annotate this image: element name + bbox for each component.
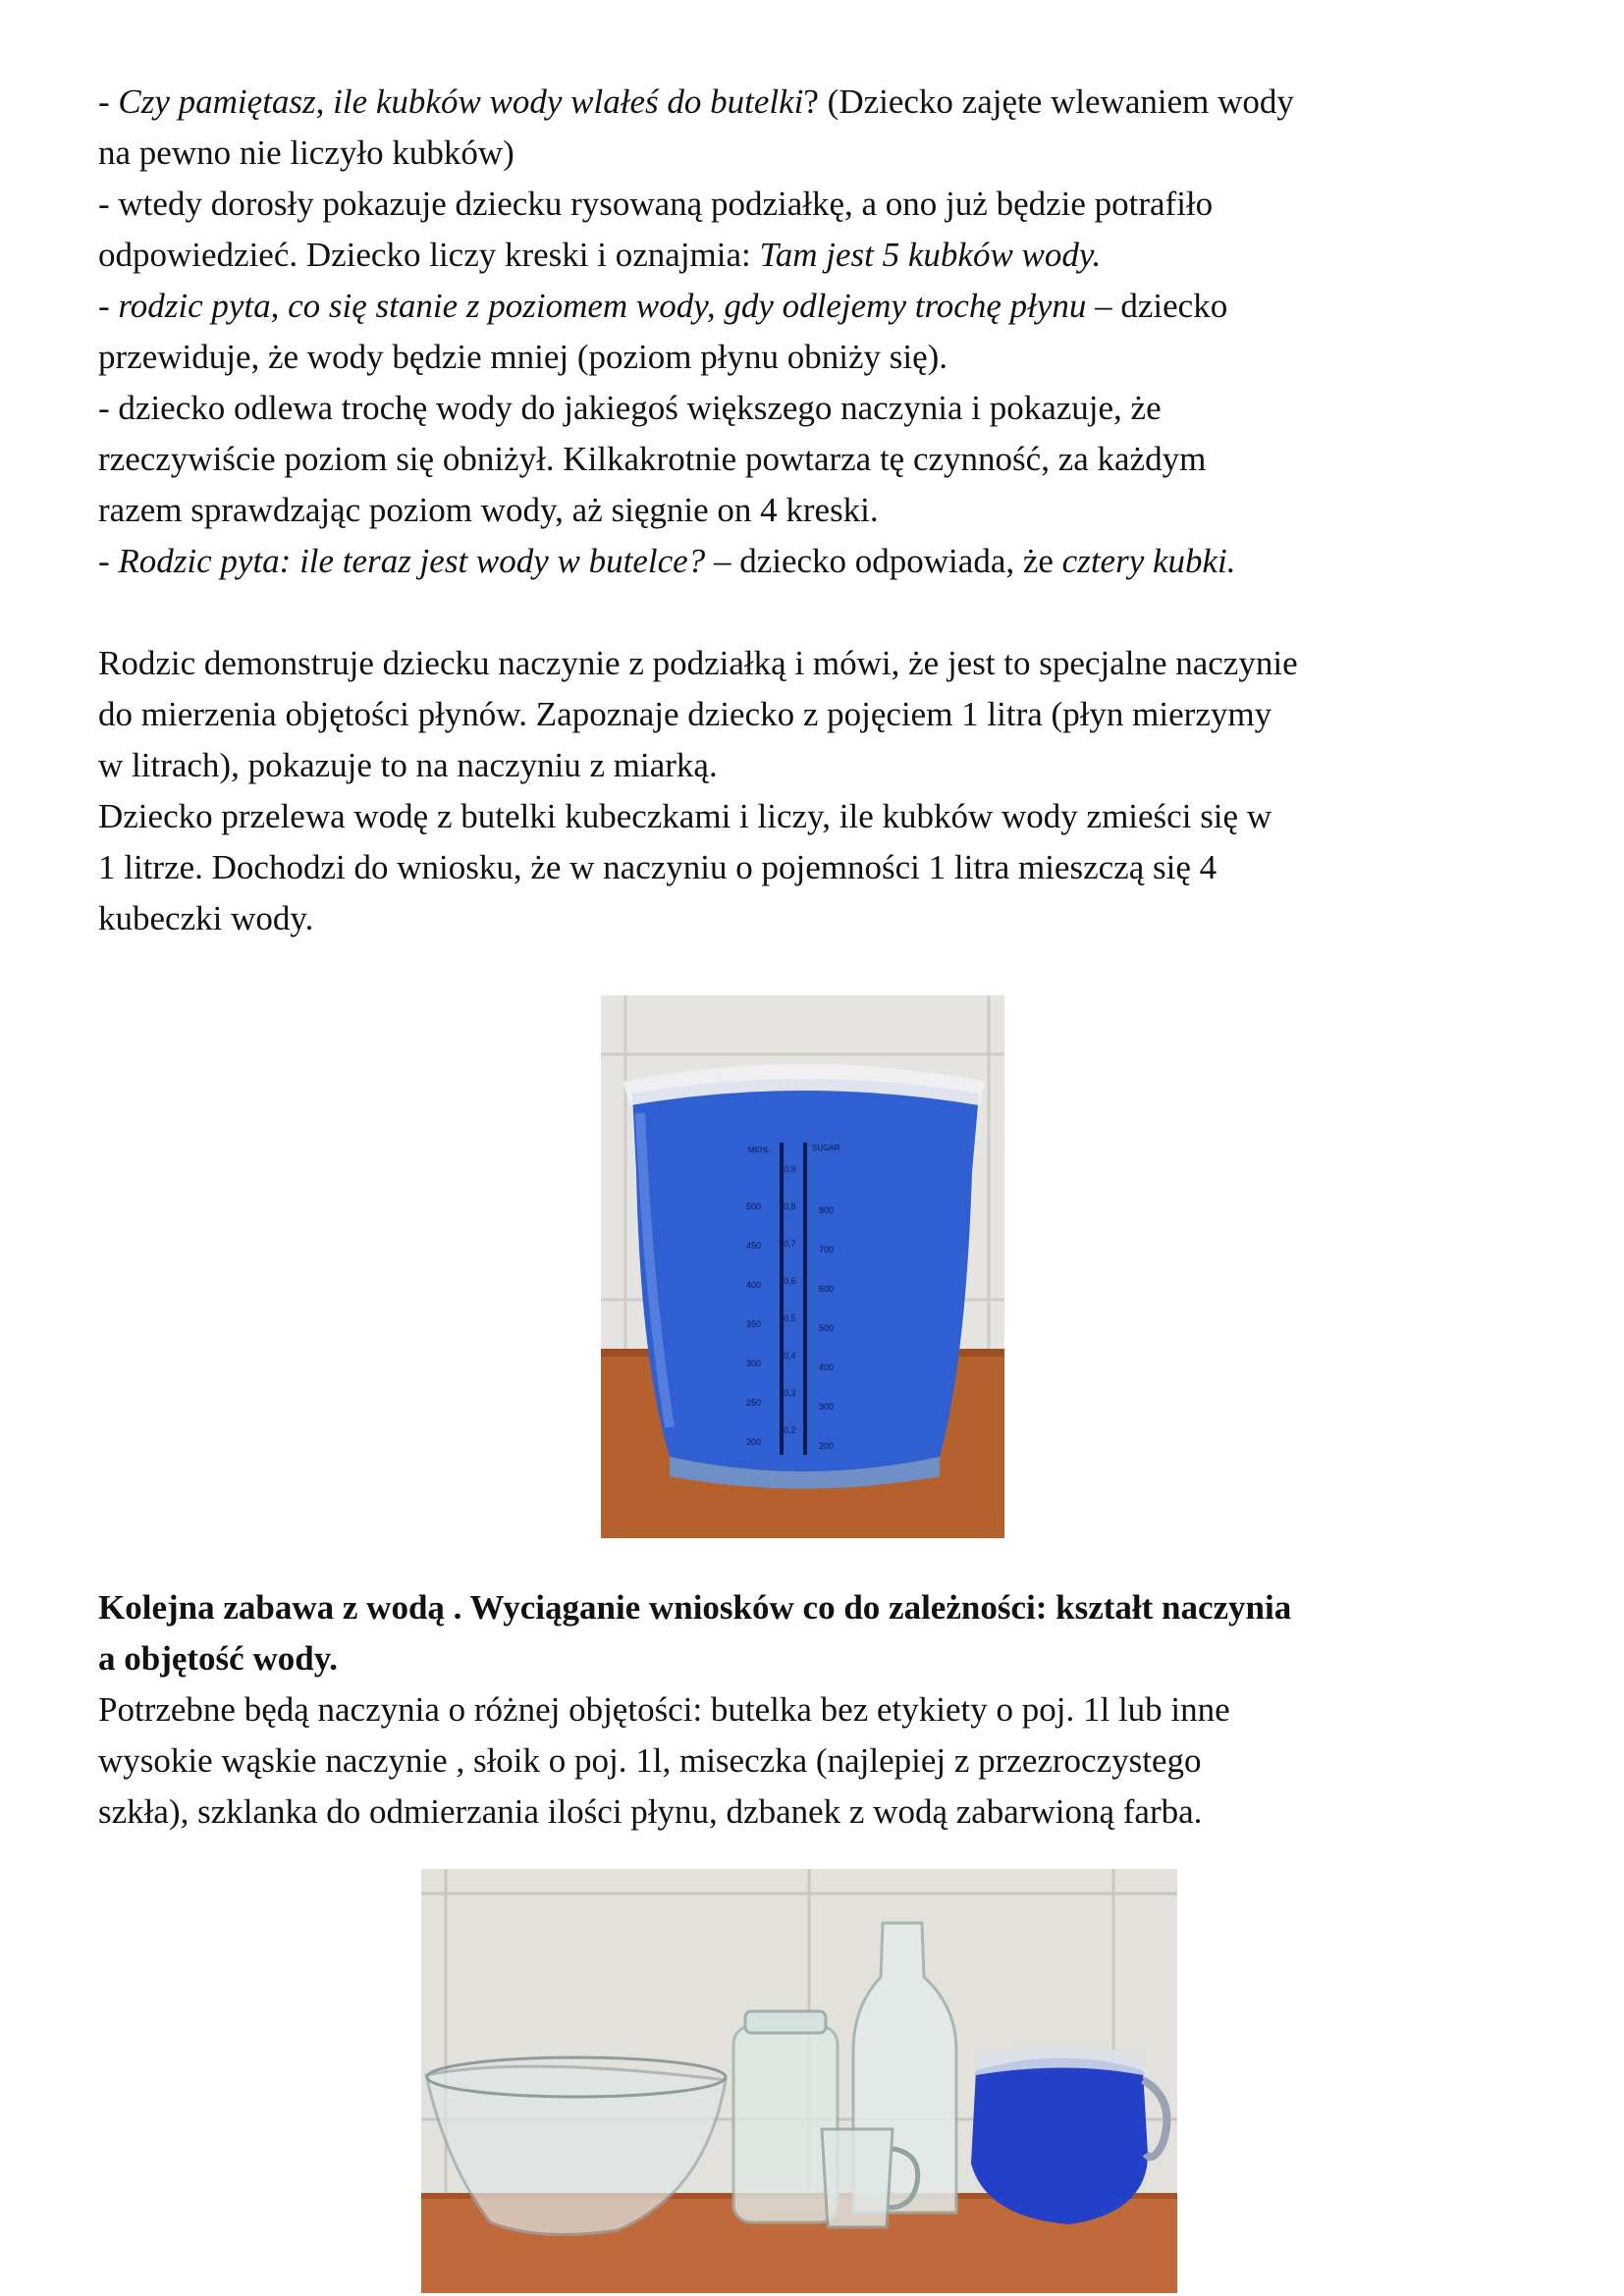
block2-line [98, 638, 1502, 689]
jug-scale-label: 0,7 [784, 1239, 796, 1249]
block2-line [98, 893, 1502, 944]
text-run: - dziecko odlewa trochę wody do jakiegoś większego naczynia i pokazuje, że [98, 389, 1162, 427]
block3-line: Potrzebne będą naczynia o różnej objętości: butelka bez etykiety o poj. 1l lub inne [98, 1690, 1230, 1729]
italic-text: Tam jest 5 kubków wody. [759, 236, 1102, 274]
block3-line: wysokie wąskie naczynie , słoik o poj. 1l, miseczka (najlepiej z przezroczystego [98, 1741, 1202, 1780]
document-page [98, 77, 1502, 944]
block2-line [98, 740, 1502, 791]
text-run: razem sprawdzając poziom wody, aż sięgnie on 4 kreski. [98, 491, 879, 529]
measuring-jug-photo [601, 995, 1004, 1538]
block3-line: szkła), szklanka do odmierzania ilości płynu, dzbanek z wodą zabarwioną farba. [98, 1792, 1203, 1831]
heading-line: Kolejna zabawa z wodą . Wyciąganie wniosków co do zależności: kształt naczynia [98, 1588, 1292, 1627]
text-run: - [98, 82, 119, 121]
text-run: Dziecko przelewa wodę z butelki kubeczkami i liczy, ile kubków wody zmieści się w [98, 797, 1272, 835]
block2-line [98, 689, 1502, 740]
italic-text: Czy pamiętasz, ile kubków wody wlałeś do butelki [118, 82, 804, 121]
block1-line [98, 434, 1502, 485]
jug-scale-label: 500 [746, 1201, 762, 1211]
jug-scale-label: 300 [746, 1359, 762, 1368]
section-heading [98, 1582, 1502, 1684]
block1-line [98, 383, 1502, 434]
text-run: odpowiedzieć. Dziecko liczy kreski i oznajmia: [98, 236, 760, 274]
jug-scale-label: 250 [746, 1398, 762, 1408]
jug-scale-label: 500 [819, 1323, 835, 1333]
block2-line [98, 791, 1502, 842]
jug-scale-label: 200 [819, 1441, 835, 1451]
block1-line [98, 179, 1502, 230]
text-run: – dziecko [1086, 287, 1228, 325]
italic-text: cztery kubki. [1061, 542, 1236, 580]
text-run: - wtedy dorosły pokazuje dziecku rysowaną podziałkę, a ono już będzie potrafiło [98, 185, 1214, 223]
jug-scale-label: 0,4 [784, 1351, 796, 1361]
text-run: - [98, 542, 119, 580]
text-run: – dziecko odpowiada, że [705, 542, 1062, 580]
jug-scale-label: 200 [746, 1437, 762, 1447]
paragraph-block-2 [98, 638, 1502, 944]
italic-text: - rodzic pyta, co się stanie z poziomem wody, gdy odlejemy trochę płynu [98, 287, 1087, 325]
text-run: Rodzic demonstruje dziecku naczynie z podziałką i mówi, że jest to specjalne naczynie [98, 644, 1298, 682]
jug-scale-label: 0,3 [784, 1388, 796, 1398]
jug-scale-label: 0,5 [784, 1313, 796, 1323]
text-run: do mierzenia objętości płynów. Zapoznaje dziecko z pojęciem 1 litra (płyn mierzymy [98, 695, 1272, 733]
heading-line: a objętość wody. [98, 1639, 339, 1678]
jug-scale-label: 0,9 [784, 1164, 796, 1174]
paragraph-block-1 [98, 77, 1502, 587]
text-run: w litrach), pokazuje to na naczyniu z miarką. [98, 746, 718, 784]
svg-text:SUGAR: SUGAR [812, 1144, 840, 1152]
block1-line [98, 281, 1502, 332]
jug-scale-label: 0,6 [784, 1276, 796, 1286]
italic-text: Rodzic pyta: ile teraz jest wody w butelce? [118, 542, 706, 580]
block2-line [98, 842, 1502, 893]
block1-line [98, 536, 1502, 587]
jug-scale-label: 450 [746, 1241, 762, 1251]
jug-scale-label: 0,8 [784, 1201, 796, 1211]
svg-text:MEHL: MEHL [748, 1146, 771, 1154]
jug-scale-label: 0,2 [784, 1425, 796, 1435]
block1-line [98, 485, 1502, 536]
vessels-photo [421, 1869, 1177, 2293]
jug-scale-label: 800 [819, 1205, 835, 1215]
jug-scale-label: 400 [746, 1280, 762, 1290]
block1-line [98, 230, 1502, 281]
block1-line [98, 332, 1502, 383]
text-run: na pewno nie liczyło kubków) [98, 133, 514, 172]
block1-line [98, 128, 1502, 179]
jug-scale-label: 350 [746, 1319, 762, 1329]
text-run: przewiduje, że wody będzie mniej (poziom płynu obniży się). [98, 338, 948, 376]
jug-scale-label: 700 [819, 1245, 835, 1255]
jug-scale-label: 300 [819, 1402, 835, 1412]
jug-scale-label: 600 [819, 1284, 835, 1294]
text-run: 1 litrze. Dochodzi do wniosku, że w naczyniu o pojemności 1 litra mieszczą się 4 [98, 848, 1218, 886]
text-run: rzeczywiście poziom się obniżył. Kilkakrotnie powtarza tę czynność, za każdym [98, 440, 1207, 478]
section-2 [98, 1582, 1502, 1838]
jug-scale-label: 400 [819, 1362, 835, 1372]
block1-line [98, 77, 1502, 128]
paragraph-block-3 [98, 1684, 1502, 1838]
text-run: ? (Dziecko zajęte wlewaniem wody [803, 82, 1294, 121]
text-run: kubeczki wody. [98, 899, 314, 937]
